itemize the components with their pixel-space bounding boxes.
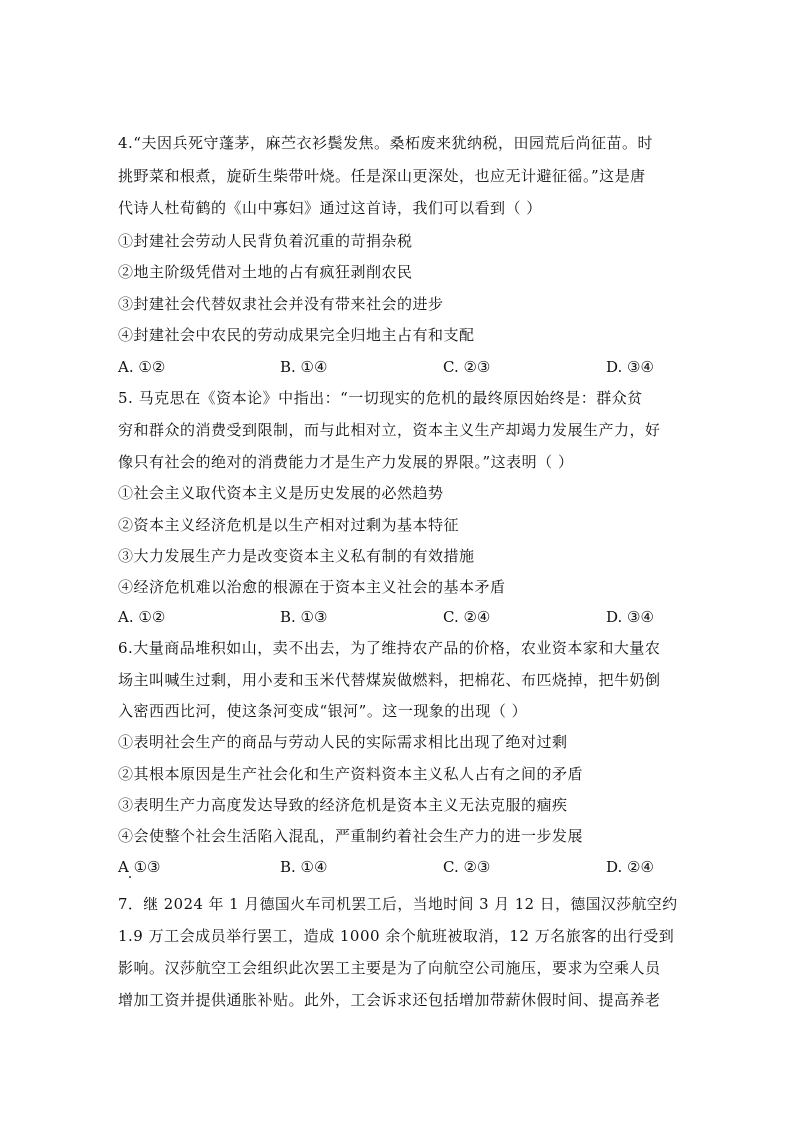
q6-statement-2: ②其根本原因是生产社会化和生产资料资本主义私人占有之间的矛盾 [118,765,584,783]
q5-option-c[interactable]: C. ②④ [443,608,491,626]
q6-statement-1: ①表明社会生产的商品与劳动人民的实际需求相比出现了绝对过剩 [118,733,568,751]
q7-stem-line-3: 影响。汉莎航空工会组织此次罢工主要是为了向航空公司施压，要求为空乘人员 [118,959,661,977]
q6-option-a[interactable]: A ①③ [118,858,161,876]
q6-options [118,856,678,878]
q7-stem-line-1: 7．继 2024 年 1 月德国火车司机罢工后，当地时间 3 月 12 日，德国汉莎航空约 [118,895,678,913]
q6-stem-line-3: 入密西西比河，使这条河变成“银河”。这一现象的出现（ ） [118,702,528,720]
q6-stem-line-2: 场主叫喊生过剩，用小麦和玉米代替煤炭做燃料，把棉花、布匹烧掉，把牛奶倒 [118,671,661,689]
q5-stem-line-3: 像只有社会的绝对的消费能力才是生产力发展的界限。”这表明（ ） [118,453,574,471]
q5-options [118,606,678,628]
q4-option-c[interactable]: C. ②③ [443,358,491,376]
q4-stem-line-3: 代诗人杜荀鹤的《山中寡妇》通过这首诗，我们可以看到（ ） [118,199,542,217]
q6-statement-3: ③表明生产力高度发达导致的经济危机是资本主义无法克服的痼疾 [118,796,568,814]
q5-statement-3: ③大力发展生产力是改变资本主义私有制的有效措施 [118,547,475,565]
q7-stem-line-2: 1.9 万工会成员举行罢工，造成 1000 余个航班被取消，12 万名旅客的出行受到 [118,927,675,945]
q4-statement-2: ②地主阶级凭借对土地的占有疯狂剥削农民 [118,263,413,281]
q4-statement-1: ①封建社会劳动人民背负着沉重的苛捐杂税 [118,232,413,250]
q5-statement-2: ②资本主义经济危机是以生产相对过剩为基本特征 [118,516,460,534]
q6-option-b[interactable]: B. ①④ [280,858,328,876]
stray-dot-mark [129,876,131,878]
q6-statement-4: ④会使整个社会生活陷入混乱，严重制约着社会生产力的进一步发展 [118,827,584,845]
q5-stem-line-1: 5. 马克思在《资本论》中指出：“一切现实的危机的最终原因始终是：群众贫 [118,389,643,407]
q6-stem-line-1: 6.大量商品堆积如山，卖不出去，为了维持农产品的价格，农业资本家和大量农 [118,639,661,657]
q4-statement-4: ④封建社会中农民的劳动成果完全归地主占有和支配 [118,326,475,344]
q6-option-d[interactable]: D. ②④ [606,858,654,876]
q7-stem-line-4: 增加工资并提供通胀补贴。此外，工会诉求还包括增加带薪休假时间、提高养老 [118,991,661,1009]
q5-statement-1: ①社会主义取代资本主义是历史发展的必然趋势 [118,484,444,502]
q4-statement-3: ③封建社会代替奴隶社会并没有带来社会的进步 [118,295,444,313]
q5-option-a[interactable]: A. ①② [118,608,166,626]
q4-stem-line-2: 挑野菜和根煮，旋斫生柴带叶烧。任是深山更深处，也应无计避征徭。”这是唐 [118,167,646,185]
q5-stem-line-2: 穷和群众的消费受到限制，而与此相对立，资本主义生产却竭力发展生产力，好 [118,421,661,439]
q5-statement-4: ④经济危机难以治愈的根源在于资本主义社会的基本矛盾 [118,578,506,596]
q5-option-d[interactable]: D. ③④ [606,608,654,626]
q6-option-c[interactable]: C. ②③ [443,858,491,876]
q4-option-d[interactable]: D. ③④ [606,358,654,376]
q5-option-b[interactable]: B. ①③ [280,608,328,626]
q4-option-b[interactable]: B. ①④ [280,358,328,376]
q4-options [118,356,678,378]
q4-option-a[interactable]: A. ①② [118,358,166,376]
q4-stem-line-1: 4.“夫因兵死守蓬茅，麻苎衣衫鬓发焦。桑柘废来犹纳税，田园荒后尚征苗。时 [118,134,653,152]
